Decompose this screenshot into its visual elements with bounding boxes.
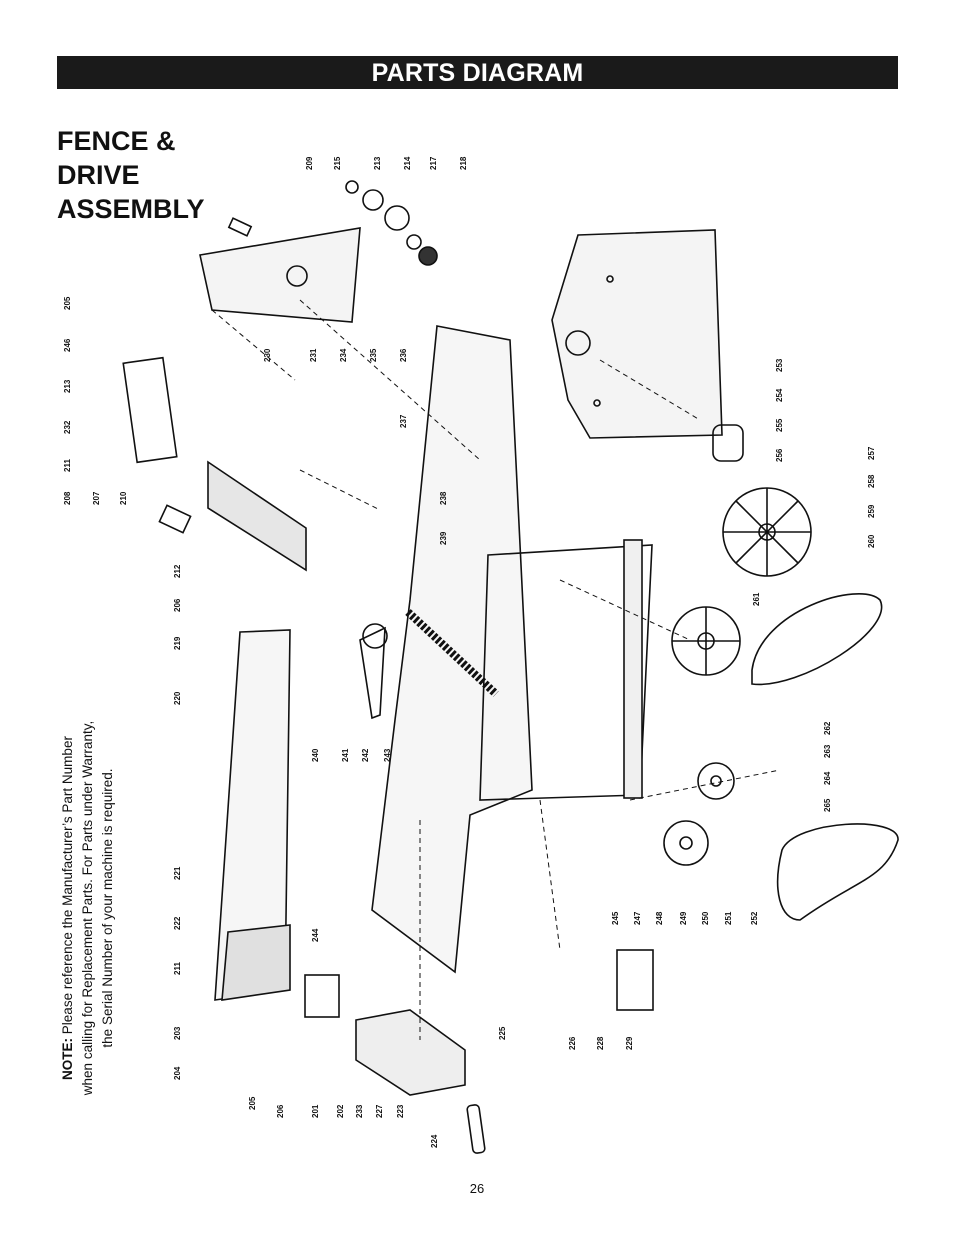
svg-text:201: 201 bbox=[311, 1104, 320, 1118]
svg-text:240: 240 bbox=[311, 748, 320, 762]
svg-text:226: 226 bbox=[568, 1036, 577, 1050]
svg-text:217: 217 bbox=[429, 156, 438, 170]
svg-text:261: 261 bbox=[752, 592, 761, 606]
page-number: 26 bbox=[469, 1181, 485, 1196]
svg-text:221: 221 bbox=[173, 866, 182, 880]
svg-text:258: 258 bbox=[867, 474, 876, 488]
svg-text:213: 213 bbox=[63, 379, 72, 393]
svg-text:255: 255 bbox=[775, 418, 784, 432]
svg-text:232: 232 bbox=[63, 420, 72, 434]
note-line-1: Please reference the Manufacturer’s Part Number bbox=[60, 736, 75, 1035]
svg-text:244: 244 bbox=[311, 928, 320, 942]
motor-cover-part bbox=[552, 230, 722, 438]
svg-text:210: 210 bbox=[119, 491, 128, 505]
svg-text:219: 219 bbox=[173, 636, 182, 650]
svg-text:246: 246 bbox=[63, 338, 72, 352]
svg-text:241: 241 bbox=[341, 748, 350, 762]
svg-text:227: 227 bbox=[375, 1104, 384, 1118]
svg-text:229: 229 bbox=[625, 1036, 634, 1050]
svg-text:222: 222 bbox=[173, 916, 182, 930]
svg-text:206: 206 bbox=[173, 598, 182, 612]
svg-text:236: 236 bbox=[399, 348, 408, 362]
svg-text:259: 259 bbox=[867, 504, 876, 518]
svg-text:212: 212 bbox=[173, 564, 182, 578]
svg-text:205: 205 bbox=[248, 1096, 257, 1110]
svg-text:206: 206 bbox=[276, 1104, 285, 1118]
svg-text:202: 202 bbox=[336, 1104, 345, 1118]
drive-belt-part bbox=[752, 594, 882, 685]
fence-rail-part bbox=[208, 462, 306, 570]
svg-text:228: 228 bbox=[596, 1036, 605, 1050]
svg-text:211: 211 bbox=[63, 459, 72, 472]
svg-text:249: 249 bbox=[679, 911, 688, 925]
svg-text:265: 265 bbox=[823, 798, 832, 812]
svg-text:243: 243 bbox=[383, 748, 392, 762]
svg-text:257: 257 bbox=[867, 446, 876, 460]
svg-text:218: 218 bbox=[459, 156, 468, 170]
svg-text:214: 214 bbox=[403, 156, 412, 170]
svg-text:220: 220 bbox=[173, 691, 182, 705]
svg-text:205: 205 bbox=[63, 296, 72, 310]
svg-text:260: 260 bbox=[867, 534, 876, 548]
page-title: PARTS DIAGRAM bbox=[371, 59, 584, 87]
svg-text:207: 207 bbox=[92, 491, 101, 505]
svg-text:238: 238 bbox=[439, 491, 448, 505]
svg-text:225: 225 bbox=[498, 1026, 507, 1040]
svg-text:211: 211 bbox=[173, 962, 182, 975]
svg-text:252: 252 bbox=[750, 911, 759, 925]
section-title-line: DRIVE bbox=[57, 160, 140, 190]
svg-text:264: 264 bbox=[823, 771, 832, 785]
svg-text:254: 254 bbox=[775, 388, 784, 402]
svg-text:209: 209 bbox=[305, 156, 314, 170]
warranty-note bbox=[58, 648, 118, 1168]
svg-text:239: 239 bbox=[439, 531, 448, 545]
svg-text:235: 235 bbox=[369, 348, 378, 362]
note-line-3: the Serial Number of your machine is required. bbox=[100, 768, 115, 1048]
svg-text:245: 245 bbox=[611, 911, 620, 925]
svg-text:213: 213 bbox=[373, 156, 382, 170]
note-line-2: when calling for Replacement Parts. For Parts under Warranty, bbox=[80, 720, 95, 1096]
svg-text:224: 224 bbox=[430, 1134, 439, 1148]
note-label: NOTE: bbox=[60, 1037, 75, 1080]
svg-text:250: 250 bbox=[701, 911, 710, 925]
svg-text:242: 242 bbox=[361, 748, 370, 762]
svg-text:262: 262 bbox=[823, 721, 832, 735]
svg-text:203: 203 bbox=[173, 1026, 182, 1040]
section-title-line: FENCE & bbox=[57, 126, 176, 156]
svg-text:237: 237 bbox=[399, 414, 408, 428]
svg-text:256: 256 bbox=[775, 448, 784, 462]
svg-text:204: 204 bbox=[173, 1066, 182, 1080]
svg-text:223: 223 bbox=[396, 1104, 405, 1118]
fence-bracket-part bbox=[200, 228, 360, 322]
svg-text:215: 215 bbox=[333, 156, 342, 170]
svg-text:234: 234 bbox=[339, 348, 348, 362]
svg-text:251: 251 bbox=[724, 911, 733, 925]
svg-text:263: 263 bbox=[823, 744, 832, 758]
svg-text:233: 233 bbox=[355, 1104, 364, 1118]
section-title-line: ASSEMBLY bbox=[57, 194, 205, 224]
svg-text:248: 248 bbox=[655, 911, 664, 925]
svg-text:247: 247 bbox=[633, 911, 642, 925]
svg-text:208: 208 bbox=[63, 491, 72, 505]
svg-text:230: 230 bbox=[263, 348, 272, 362]
svg-text:231: 231 bbox=[309, 348, 318, 362]
svg-text:253: 253 bbox=[775, 358, 784, 372]
